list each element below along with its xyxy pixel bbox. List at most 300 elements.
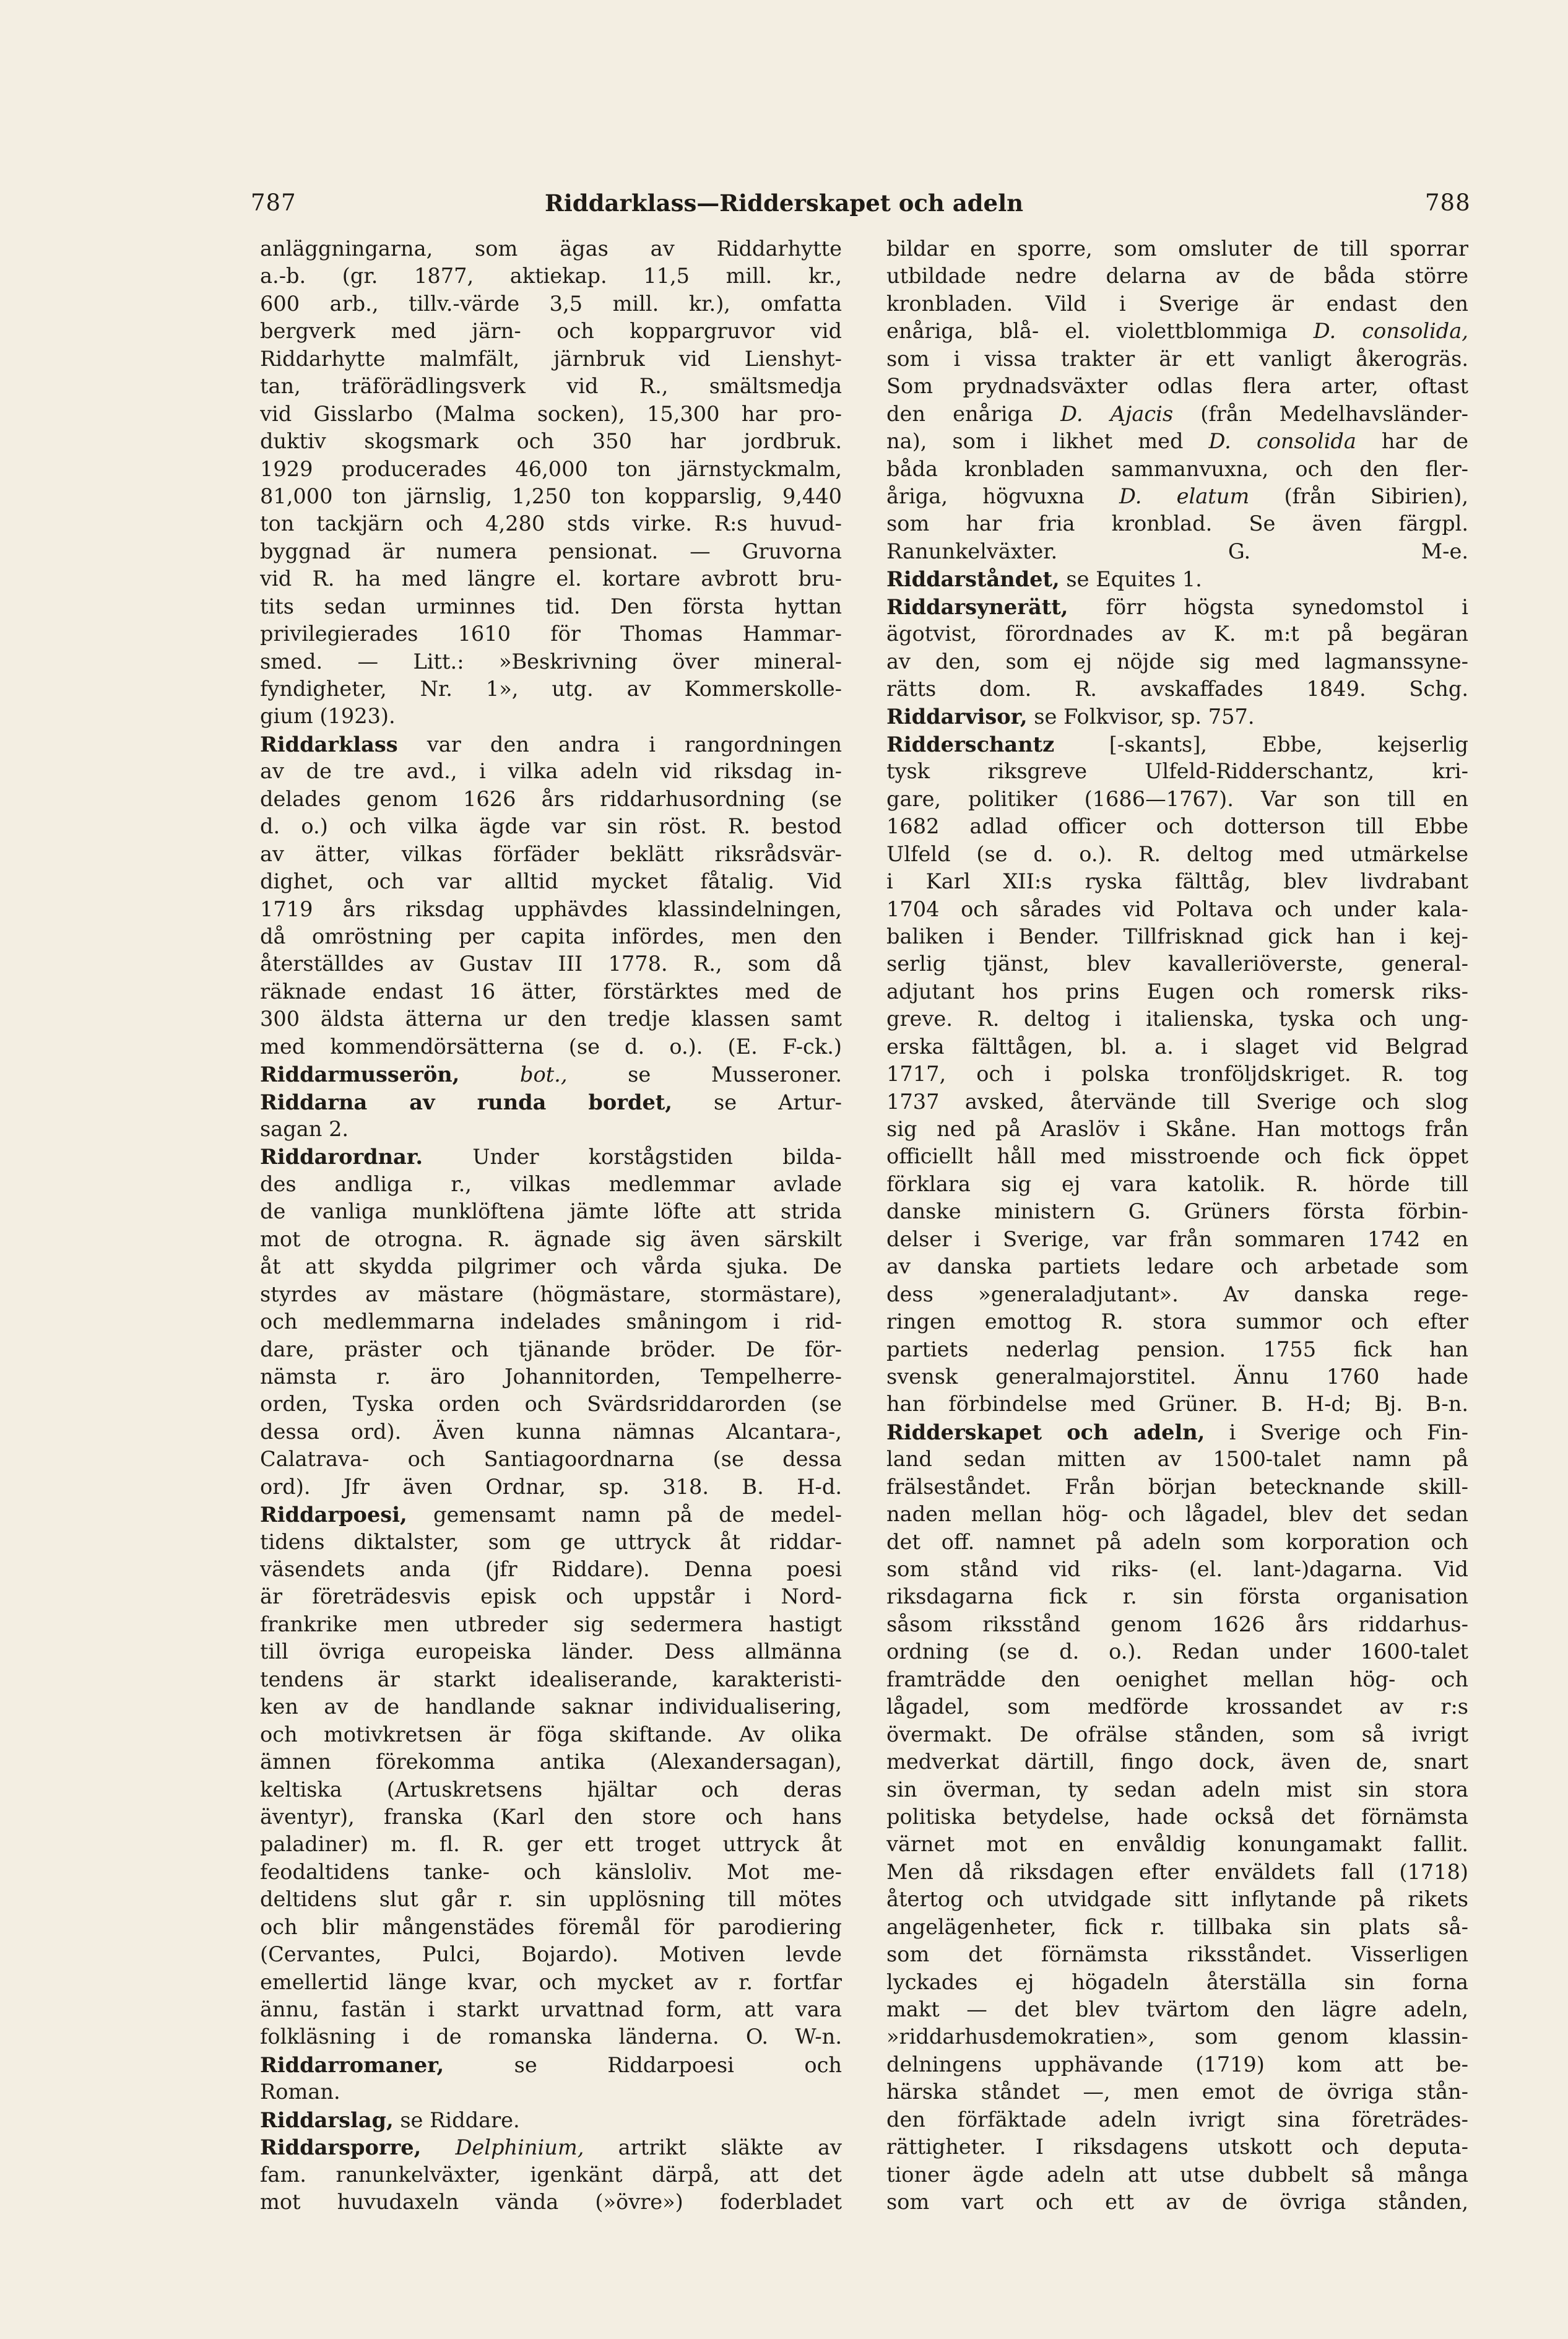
text-line — [886, 1914, 1468, 1941]
text-line — [260, 978, 842, 1005]
text-line — [886, 401, 1468, 428]
text-line — [886, 813, 1468, 840]
line-text: folkläsning i de romanska länderna. O. W-n. — [260, 2024, 842, 2049]
line-text: delningens upphävande (1719) kom att be- — [886, 2052, 1468, 2076]
entry-headword: Riddarslag, — [260, 2107, 394, 2132]
text-line — [260, 373, 842, 400]
entry-headword: Riddarmusserön, — [260, 1062, 460, 1087]
page-number-left: 787 — [251, 189, 297, 216]
line-text: naden mellan hög- och lågadel, blev det sedan — [886, 1502, 1468, 1527]
text-line — [886, 1748, 1468, 1776]
line-text: utbildade nedre delarna av de båda större — [886, 264, 1468, 289]
text-line — [886, 1831, 1468, 1858]
entry-headword: Ridderschantz — [886, 731, 1055, 757]
line-text: Riddarhytte malmfält, järnbruk vid Lienshyt- — [260, 346, 842, 371]
text-line — [886, 1941, 1468, 1968]
text-line — [886, 456, 1468, 483]
text-line — [260, 786, 842, 813]
line-text: äventyr), franska (Karl den store och hans — [260, 1804, 842, 1829]
line-text: kronbladen. Vild i Sverige är endast den — [886, 291, 1468, 316]
text-line — [886, 1308, 1468, 1335]
line-text: framträdde den oenighet mellan hög- och — [886, 1667, 1468, 1691]
text-line — [260, 648, 842, 675]
text-line — [260, 1776, 842, 1803]
line-text: emellertid länge kvar, och mycket av r. fortfar — [260, 1969, 842, 1994]
line-text: då omröstning per capita infördes, men den — [260, 924, 842, 948]
text-line — [886, 1336, 1468, 1363]
text-line — [886, 923, 1468, 950]
text-line — [886, 2106, 1468, 2133]
line-text: Ranunkelväxter. G. M-e. — [886, 539, 1468, 563]
line-text: som har fria kronblad. Se även färgpl. — [886, 511, 1468, 536]
line-text: dessa ord). Även kunna nämnas Alcantara-, — [260, 1419, 842, 1444]
text-line — [260, 1143, 842, 1170]
line-text: tendens är starkt idealiserande, karakteristi- — [260, 1667, 842, 1691]
text-line — [260, 2189, 842, 2216]
line-text: enåriga, blå- el. violettblommiga — [886, 319, 1288, 344]
line-text: baliken i Bender. Tillfrisknad gick han i kej- — [886, 924, 1468, 948]
text-line — [260, 2161, 842, 2189]
line-text: fyndigheter, Nr. 1», utg. av Kommerskolle- — [260, 677, 842, 701]
text-line — [886, 1996, 1468, 2023]
line-text: är företrädesvis episk och uppstår i Nord- — [260, 1584, 842, 1609]
text-line — [886, 538, 1468, 565]
line-text: bildar en sporre, som omsluter de till sporrar — [886, 237, 1468, 261]
text-line — [260, 1363, 842, 1391]
line-text: riksdagarna fick r. sin första organisation — [886, 1584, 1468, 1609]
text-line — [260, 1501, 842, 1528]
text-line — [260, 1005, 842, 1033]
text-line — [886, 1501, 1468, 1528]
text-line — [886, 1666, 1468, 1693]
line-text: 1719 års riksdag upphävdes klassindelningen, — [260, 896, 842, 921]
text-line — [260, 1583, 842, 1610]
line-text: angelägenheter, fick r. tillbaka sin plats så- — [886, 1914, 1468, 1939]
line-text: rätts dom. R. avskaffades 1849. Schg. — [886, 677, 1468, 701]
line-text: till övriga europeiska länder. Dess allmänna — [260, 1639, 842, 1664]
text-line — [886, 868, 1468, 895]
text-line — [886, 2189, 1468, 2216]
text-line — [886, 1033, 1468, 1061]
line-text: ordning (se d. o.). Redan under 1600-talet — [886, 1639, 1468, 1664]
text-line — [260, 565, 842, 592]
text-line — [886, 1363, 1468, 1391]
text-line — [886, 565, 1468, 592]
line-text: anläggningarna, som ägas av Riddarhytte — [260, 237, 842, 261]
line-text: tysk riksgreve Ulfeld-Ridderschantz, kri- — [886, 759, 1468, 784]
line-text: har de — [1356, 429, 1468, 454]
line-text: ken av de handlande saknar individualisering, — [260, 1695, 842, 1719]
text-line — [886, 1171, 1468, 1198]
line-text: nämsta r. äro Johannitorden, Tempelherre- — [260, 1364, 842, 1389]
text-line — [260, 290, 842, 318]
line-text: se Musseroner. — [567, 1062, 842, 1087]
line-text: medverkat därtill, fingo dock, även de, snart — [886, 1750, 1468, 1774]
line-text: gemensamt namn på de medel- — [407, 1503, 842, 1527]
text-line — [886, 786, 1468, 813]
text-line — [886, 1391, 1468, 1418]
line-text: ringen emottog R. stora summor och efter — [886, 1309, 1468, 1334]
text-line — [260, 2106, 842, 2133]
entry-headword: Riddarvisor, — [886, 704, 1028, 729]
line-text: se Folkvisor, sp. 757. — [1027, 705, 1255, 729]
line-text: (från Medelhavsländer- — [1173, 401, 1468, 426]
text-line — [260, 593, 842, 620]
page-number-right: 788 — [1425, 189, 1471, 216]
text-line — [886, 263, 1468, 290]
line-text: som vart och ett av de övriga stånden, — [886, 2190, 1468, 2215]
line-text: se Artur- — [672, 1090, 842, 1114]
line-text: av den, som ej nöjde sig med lagmanssyne- — [886, 649, 1468, 674]
line-text: 1704 och sårades vid Poltava och under kala- — [886, 896, 1468, 921]
text-line — [260, 703, 842, 730]
text-line — [260, 2078, 842, 2106]
text-line — [886, 1198, 1468, 1225]
line-text: artrikt släkte av — [584, 2135, 842, 2160]
right-column — [886, 235, 1468, 2247]
italic-term: D. consolida — [1183, 429, 1356, 454]
line-text: ägotvist, förordnades av K. m:t på begäran — [886, 622, 1468, 646]
text-line — [260, 868, 842, 895]
text-line — [886, 1611, 1468, 1638]
line-text: med kommendörsätterna (se d. o.). (E. F-ck.) — [260, 1034, 842, 1059]
text-line — [260, 1721, 842, 1748]
line-text: i Sverige och Fin- — [1205, 1420, 1468, 1444]
text-line — [886, 1556, 1468, 1583]
text-line — [260, 731, 842, 758]
line-text: värnet mot en envåldig konungamakt fallit. — [886, 1832, 1468, 1857]
text-line — [886, 1721, 1468, 1748]
line-text: danske ministern G. Grüners första förbin- — [886, 1199, 1468, 1224]
italic-term: D. consolida, — [1287, 319, 1468, 344]
text-line — [260, 675, 842, 703]
text-line — [886, 1859, 1468, 1886]
text-line — [886, 950, 1468, 978]
line-text: se Riddarpoesi och — [444, 2052, 842, 2077]
text-line — [260, 456, 842, 483]
text-line — [260, 1638, 842, 1665]
text-line — [886, 1638, 1468, 1665]
entry-headword: Riddarsynerätt, — [886, 594, 1068, 619]
text-line — [886, 2051, 1468, 2078]
line-text: frankrike men utbreder sig sedermera hastigt — [260, 1612, 842, 1636]
line-text: tits sedan urminnes tid. Den första hyttan — [260, 594, 842, 618]
line-text: såsom riksstånd genom 1626 års riddarhus- — [886, 1612, 1468, 1636]
entry-headword: Riddarromaner, — [260, 2052, 444, 2077]
text-line — [260, 1969, 842, 1996]
line-text: återtog och utvidgade sitt inflytande på rikets — [886, 1887, 1468, 1912]
entry-headword: Riddarpoesi, — [260, 1502, 407, 1527]
line-text: privilegierades 1610 för Thomas Hammar- — [260, 622, 842, 646]
text-line — [260, 1116, 842, 1143]
line-text: orden, Tyska orden och Svärdsriddarorden (se — [260, 1392, 842, 1417]
line-text: härska ståndet —, men emot de övriga stån- — [886, 2080, 1468, 2104]
text-line — [260, 1308, 842, 1335]
line-text: de vanliga munklöftena jämte löfte att strida — [260, 1199, 842, 1224]
text-line — [886, 1005, 1468, 1033]
text-line — [260, 1033, 842, 1061]
line-text: frälseståndet. Från början betecknande skill- — [886, 1474, 1468, 1499]
line-text: Ulfeld (se d. o.). R. deltog med utmärkelse — [886, 841, 1468, 866]
text-line — [886, 703, 1468, 730]
text-line — [886, 675, 1468, 703]
line-text: 1929 producerades 46,000 ton järnstyckmalm, — [260, 456, 842, 481]
italic-term: D. Ajacis — [1033, 401, 1174, 426]
line-text: sin överman, ty sedan adeln mist sin stora — [886, 1777, 1468, 1802]
line-text: duktiv skogsmark och 350 har jordbruk. — [260, 429, 842, 454]
text-line — [886, 1061, 1468, 1088]
line-text: delades genom 1626 års riddarhusordning (se — [260, 786, 842, 811]
text-line — [260, 1914, 842, 1941]
line-text: (Cervantes, Pulci, Bojardo). Motiven levde — [260, 1942, 842, 1967]
text-line — [886, 978, 1468, 1005]
line-text: Roman. — [260, 2080, 340, 2104]
text-line — [260, 841, 842, 868]
text-line — [260, 1391, 842, 1418]
text-line — [260, 235, 842, 263]
line-text: 1737 avsked, återvände till Sverige och slog — [886, 1089, 1468, 1114]
line-text: var den andra i rangordningen — [397, 732, 842, 757]
text-line — [886, 1253, 1468, 1280]
line-text: adjutant hos prins Eugen och romersk riks- — [886, 979, 1468, 1004]
line-text: partiets nederlag pension. 1755 fick han — [886, 1337, 1468, 1361]
text-line — [886, 1088, 1468, 1116]
text-line — [886, 428, 1468, 455]
text-line — [886, 1776, 1468, 1803]
text-line — [260, 1061, 842, 1088]
text-line — [886, 483, 1468, 510]
text-line — [886, 1693, 1468, 1721]
text-line — [886, 648, 1468, 675]
text-line — [260, 620, 842, 648]
text-line — [886, 620, 1468, 648]
entry-headword: Riddarklass — [260, 731, 398, 757]
line-text: dare, präster och tjänande bröder. De för- — [260, 1337, 842, 1361]
text-line — [886, 373, 1468, 400]
text-line — [886, 1418, 1468, 1446]
line-text: dighet, och var alltid mycket fåtalig. Vid — [260, 869, 842, 894]
running-head: Riddarklass—Ridderskapet och adeln — [544, 189, 1024, 217]
text-line — [260, 1803, 842, 1831]
text-line — [886, 593, 1468, 620]
line-text: »riddarhusdemokratien», som genom klassin- — [886, 2024, 1468, 2049]
line-text: den enåriga — [886, 401, 1033, 426]
text-line — [886, 1116, 1468, 1143]
text-line — [886, 2023, 1468, 2050]
line-text: feodaltidens tanke- och känsloliv. Mot me- — [260, 1859, 842, 1884]
italic-term: Delphinium, — [421, 2135, 584, 2160]
line-text: tioner ägde adeln att utse dubbelt så många — [886, 2162, 1468, 2187]
text-line — [260, 1996, 842, 2023]
text-line — [260, 813, 842, 840]
entry-headword: Riddarsporre, — [260, 2135, 422, 2160]
line-text: mot de otrogna. R. ägnade sig även särskilt — [260, 1226, 842, 1251]
text-line — [886, 1583, 1468, 1610]
text-line — [886, 1143, 1468, 1170]
line-text: räknade endast 16 ätter, förstärktes med de — [260, 979, 842, 1004]
line-text: åt att skydda pilgrimer och vårda sjuka. De — [260, 1254, 842, 1279]
text-line — [260, 1336, 842, 1363]
text-line — [886, 2078, 1468, 2106]
line-text: lyckades ej högadeln återställa sin forna — [886, 1969, 1468, 1994]
text-line — [260, 923, 842, 950]
line-text: rättigheter. I riksdagens utskott och deputa- — [886, 2135, 1468, 2159]
italic-term: bot., — [459, 1062, 568, 1087]
text-line — [260, 1886, 842, 1913]
line-text: vid Gisslarbo (Malma socken), 15,300 har pro- — [260, 401, 842, 426]
text-line — [260, 1446, 842, 1473]
text-line — [260, 1859, 842, 1886]
text-line — [260, 1171, 842, 1198]
line-text: fam. ranunkelväxter, igenkänt därpå, att det — [260, 2162, 842, 2187]
text-line — [260, 1693, 842, 1721]
line-text: och blir mångenstädes föremål för parodiering — [260, 1914, 842, 1939]
line-text: av de tre avd., i vilka adeln vid riksdag in- — [260, 759, 842, 784]
text-line — [886, 896, 1468, 923]
line-text: tan, träförädlingsverk vid R., smältsmedja — [260, 374, 842, 399]
line-text: 1717, och i polska tronföljdskriget. R. tog — [886, 1062, 1468, 1087]
line-text: ord). Jfr även Ordnar, sp. 318. B. H-d. — [260, 1474, 842, 1499]
text-line — [260, 1473, 842, 1501]
entry-headword: Ridderskapet och adeln, — [886, 1419, 1205, 1444]
text-line — [260, 896, 842, 923]
line-text: officiellt håll med misstroende och fick öppet — [886, 1144, 1468, 1169]
text-line — [886, 290, 1468, 318]
text-line — [886, 2161, 1468, 2189]
line-text: det off. namnet på adeln som korporation och — [886, 1529, 1468, 1554]
entry-headword: Riddarordnar. — [260, 1144, 423, 1170]
line-text: tidens diktalster, som ge uttryck åt riddar- — [260, 1529, 842, 1554]
text-line — [260, 428, 842, 455]
text-line — [886, 731, 1468, 758]
text-line — [886, 1529, 1468, 1556]
text-line — [260, 950, 842, 978]
text-line — [886, 318, 1468, 345]
line-text: d. o.) och vilka ägde var sin röst. R. bestod — [260, 814, 842, 839]
text-line — [260, 1611, 842, 1638]
text-line — [886, 1886, 1468, 1913]
text-line — [260, 1529, 842, 1556]
line-text: paladiner) m. fl. R. ger ett troget uttryck åt — [260, 1832, 842, 1857]
line-text: des andliga r., vilkas medlemmar avlade — [260, 1171, 842, 1196]
text-line — [260, 1088, 842, 1116]
line-text: och medlemmarna indelades småningom i rid- — [260, 1309, 842, 1334]
line-text: båda kronbladen sammanvuxna, och den fler- — [886, 456, 1468, 481]
left-column — [260, 235, 842, 2247]
line-text: land sedan mitten av 1500-talet namn på — [886, 1447, 1468, 1472]
text-line — [886, 345, 1468, 373]
text-line — [886, 841, 1468, 868]
line-text: se Riddare. — [393, 2107, 520, 2132]
text-line — [886, 1226, 1468, 1253]
text-line — [260, 318, 842, 345]
line-text: av danska partiets ledare och arbetade som — [886, 1254, 1468, 1279]
text-line — [260, 1666, 842, 1693]
line-text: 1682 adlad officer och dotterson till Ebbe — [886, 814, 1468, 839]
text-line — [260, 2051, 842, 2078]
line-text: av ätter, vilkas förfäder beklätt riksrådsvär- — [260, 841, 842, 866]
text-line — [886, 758, 1468, 785]
line-text: vid R. ha med längre el. kortare avbrott bru- — [260, 566, 842, 591]
text-line — [260, 401, 842, 428]
text-line — [886, 2133, 1468, 2161]
text-line — [886, 510, 1468, 537]
line-text: 81,000 ton järnslig, 1,250 ton kopparslig, 9,440 — [260, 484, 842, 508]
line-text: förr högsta synedomstol i — [1068, 594, 1468, 619]
line-text: makt — det blev tvärtom den lägre adeln, — [886, 1997, 1468, 2021]
line-text: politiska betydelse, hade också det förnämsta — [886, 1804, 1468, 1829]
text-line — [260, 1418, 842, 1446]
text-line — [886, 1473, 1468, 1501]
text-line — [260, 263, 842, 290]
line-text: dess »generaladjutant». Av danska rege- — [886, 1282, 1468, 1306]
text-line — [886, 235, 1468, 263]
text-line — [260, 1198, 842, 1225]
line-text: byggnad är numera pensionat. — Gruvorna — [260, 539, 842, 563]
line-text: och motivkretsen är föga skiftande. Av olika — [260, 1722, 842, 1747]
line-text: 600 arb., tillv.-värde 3,5 mill. kr.), omfatta — [260, 291, 842, 316]
line-text: ämnen förekomma antika (Alexandersagan), — [260, 1750, 842, 1774]
line-text: deltidens slut går r. sin upplösning till mötes — [260, 1887, 842, 1912]
line-text: den förfäktade adeln ivrigt sina företrädes- — [886, 2107, 1468, 2132]
line-text: (från Sibirien), — [1249, 484, 1468, 508]
line-text: ton tackjärn och 4,280 stds virke. R:s huvud- — [260, 511, 842, 536]
text-line — [260, 2023, 842, 2050]
text-line — [260, 538, 842, 565]
line-text: han förbindelse med Grüner. B. H-d; Bj. B-n. — [886, 1392, 1468, 1417]
text-line — [260, 345, 842, 373]
line-text: greve. R. deltog i italienska, tyska och ung- — [886, 1007, 1468, 1031]
line-text: [-skants], Ebbe, kejserlig — [1054, 732, 1468, 757]
line-text: sig ned på Araslöv i Skåne. Han mottogs från — [886, 1117, 1468, 1141]
line-text: Som prydnadsväxter odlas flera arter, oftast — [886, 374, 1468, 399]
line-text: svensk generalmajorstitel. Ännu 1760 hade — [886, 1364, 1468, 1389]
line-text: keltiska (Artuskretsens hjältar och deras — [260, 1777, 842, 1802]
text-line — [260, 2133, 842, 2161]
text-line — [260, 1556, 842, 1583]
entry-headword: Riddarna av runda bordet, — [260, 1089, 673, 1114]
line-text: lågadel, som medförde krossandet av r:s — [886, 1695, 1468, 1719]
line-text: mot huvudaxeln vända (»övre») foderbladet — [260, 2190, 842, 2215]
line-text: serlig tjänst, blev kavalleriöverste, general- — [886, 952, 1468, 976]
text-line — [260, 1226, 842, 1253]
line-text: gium (1923). — [260, 704, 396, 729]
italic-term: D. elatum — [1084, 484, 1250, 508]
line-text: smed. — Litt.: »Beskrivning över mineral- — [260, 649, 842, 674]
line-text: som stånd vid riks- (el. lant-)dagarna. Vid — [886, 1557, 1468, 1581]
line-text: gare, politiker (1686—1767). Var son till en — [886, 786, 1468, 811]
line-text: i Karl XII:s ryska fälttåg, blev livdrabant — [886, 869, 1468, 894]
text-line — [260, 1748, 842, 1776]
text-line — [260, 483, 842, 510]
line-text: Under korstågstiden bilda- — [423, 1145, 842, 1170]
line-text: bergverk med järn- och koppargruvor vid — [260, 319, 842, 344]
text-line — [260, 758, 842, 785]
line-text: som i vissa trakter är ett vanligt åkerogräs. — [886, 346, 1468, 371]
line-text: 300 äldsta ätterna ur den tredje klassen samt — [260, 1007, 842, 1031]
line-text: na), som i likhet med — [886, 429, 1184, 454]
entry-headword: Riddarståndet, — [886, 566, 1060, 592]
text-line — [260, 1281, 842, 1308]
line-text: a.-b. (gr. 1877, aktiekap. 11,5 mill. kr., — [260, 264, 842, 289]
line-text: styrdes av mästare (högmästare, stormästare), — [260, 1282, 842, 1306]
text-line — [886, 1969, 1468, 1996]
text-line — [260, 1831, 842, 1858]
line-text: åriga, högvuxna — [886, 484, 1085, 508]
line-text: sagan 2. — [260, 1117, 349, 1141]
line-text: förklara sig ej vara katolik. R. hörde till — [886, 1171, 1468, 1196]
line-text: Calatrava- och Santiagoordnarna (se dessa — [260, 1447, 842, 1472]
